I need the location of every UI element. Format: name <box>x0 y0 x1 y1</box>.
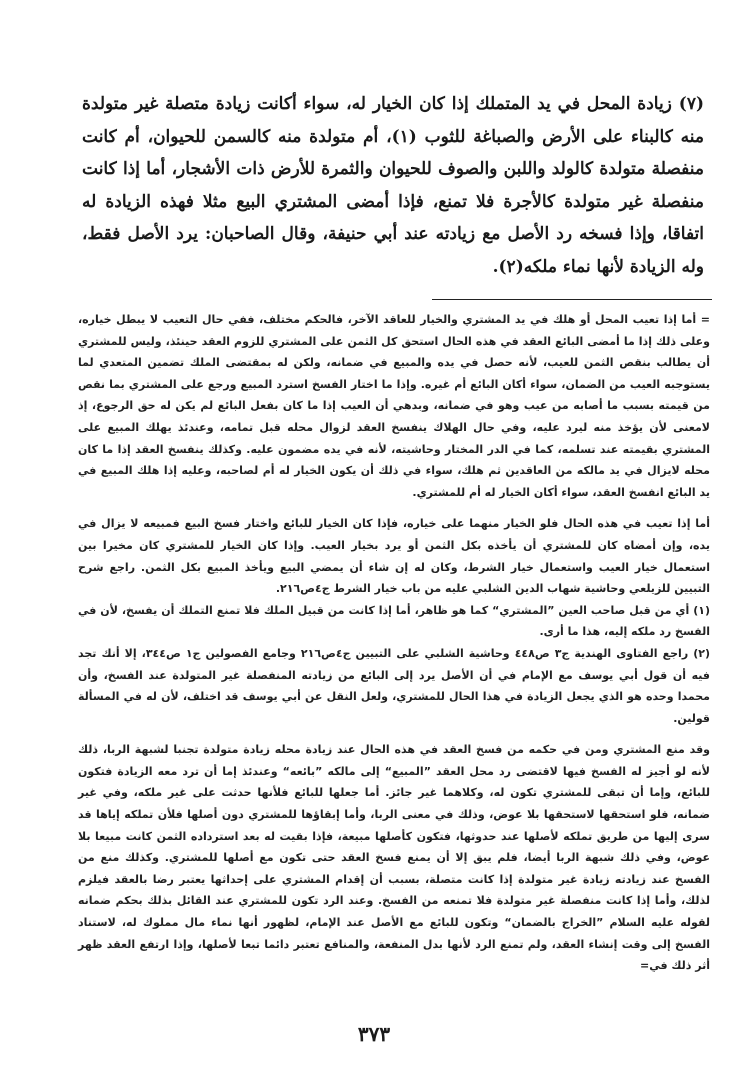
footnote-continuation-paragraph: أما إذا تعيب في هذه الحال فلو الخيار منهما على خياره، فإذا كان الخيار للبائع واختار فسخ البيع فمبيعه لا يزال في يده، وإن أمضاه كان للمشتري أن يأخذه بكل الثمن أو يرد بخيار العيب. وإذا كان الخيار للمشتري كان مخيرا بين استعمال خيار العيب واستعمال خيار الشرط، وكان له إن شاء أن يمضي البيع ويأخذ المبيع بكل الثمن. راجع شرح التبيين للزيلعي وحاشية شهاب الدين الشلبي عليه من باب خيار الشرط ج٤ص٢١٦. <box>78 517 710 596</box>
footnote-continuation: = أما إذا تعيب المحل أو هلك في يد المشتري والخيار للعاقد الآخر، فالحكم مختلف، ففي حال التعيب لا يبطل خياره، وعلى ذلك إذا ما أمضى البائع العقد في هذه الحال استحق كل الثمن على المشتري للزوم العقد حينئذ، وليس للمشتري أن يطالب بنقص الثمن للعيب، لأنه حصل في يده والمبيع في ضمانه، ولكن له بمقتضى الملك تضمين المتعدي لما يستوجبه العيب من الضمان، سواء أكان البائع أم غيره. وإذا ما اختار الفسخ استرد المبيع ورجع على المشتري بما نقص من قيمته بسبب ما أصابه من عيب وهو في ضمانه، وبدهي أن العيب إذا ما كان بفعل البائع لم يكن له حق الرجوع، إذ لامعنى لأن يؤخذ منه ليرد عليه، وفي حال الهلاك ينفسخ العقد لزوال محله قبل تمامه، وعندئذ يهلك المبيع على المشتري بقيمته عند تسلمه، كما في الدر المختار وحاشيته، لأنه في يده مضمون عليه. وكذلك ينفسخ العقد إذا ما كان محله لايزال في يد مالكه من العاقدين ثم هلك، سواء في ذلك أن يكون الخيار له أم لصاحبه، وعليه إذا هلك المبيع في يد البائع انفسخ العقد، سواء أكان الخيار له أم للمشتري. <box>78 313 710 499</box>
footnote-1: (١) أي من قبل صاحب العين ”المشتري“ كما هو ظاهر، أما إذا كانت من قبيل الملك فلا تمنع التملك أن يفسخ، لأن في الفسخ رد ملكه إليه، هذا ما أرى. <box>78 603 710 639</box>
main-paragraph: (٧) زيادة المحل في يد المتملك إذا كان الخيار له، سواء أكانت زيادة متصلة غير متولدة منه كالبناء على الأرض والصباغة للثوب (١)، أم متولدة منه كالسمن للحيوان، أم كانت منفصلة متولدة كالولد واللبن والصوف للحيوان والثمرة للأرض ذات الأشجار، أما إذا كانت منفصلة غير متولدة كالأجرة فلا تمنع، فإذا أمضى المشتري البيع مثلا فهذه الزيادة له اتفاقا، وإذا فسخه رد الأصل مع زيادته عند أبي حنيفة، وقال الصاحبان: يرد الأصل فقط، وله الزيادة لأنها نماء ملكه(٢). <box>82 94 705 277</box>
footnote-separator <box>432 299 712 300</box>
page-number: ٣٧٣ <box>357 1022 391 1046</box>
main-text-block <box>82 88 704 284</box>
footnote-2: (٢) راجع الفتاوى الهندية ج٣ ص٤٤٨ وحاشية الشلبي على التبيين ج٤ص٢١٦ وجامع الفصولين ج١ ص٣٤٤، إلا أنك تجد فيه أن قول أبي يوسف مع الإمام في أن الأصل يرد إلى البائع من زيادته المنفصلة غير المتولدة عند الفسخ، وأن محمدا وحده هو الذي يجعل الزيادة في هذا الحال للمشتري، ولعل النقل عن أبي يوسف قد اختلف، لأن له في المسألة قولين. <box>78 646 710 725</box>
footnotes-block <box>78 309 710 977</box>
footnote-2-continued: وقد منع المشتري ومن في حكمه من فسخ العقد في هذه الحال عند زيادة محله زيادة متولدة تجنبا لشبهة الربا، ذلك لأنه لو أجيز له الفسخ فيها لاقتضى رد محل العقد ”المبيع“ إلى مالكه ”بائعه“ وعندئذ إما أن ترد معه الزيادة فتكون للبائع، وإما أن تبقى للمشتري تكون له، وكلاهما غير جائز. أما جعلها للبائع فلأنها حدثت على غير ملكه، وفي غير ضمانه، فلو استحقها لاستحقها بلا عوض، وذلك في معنى الربا، وأما إبقاؤها للمشتري دون أصلها فلأن تملكه إياها قد سرى إليها من طريق تملكه لأصلها عند حدوثها، فتكون كأصلها مبيعة، فإذا بقيت له بعد استرداده الثمن كانت مبيعا بلا عوض، وفي ذلك شبهة الربا أيضا، فلم يبق إلا أن يمنع فسخ العقد حتى تكون مع أصلها للمشتري. وكذلك منع من الفسخ عند زيادته زيادة غير متولدة إذا كانت متصلة، بسبب أن إقدام المشتري على إحداثها يعتبر رضا بالعقد فيلزم لذلك، وأما إذا كانت منفصلة غير متولدة فلا تمنعه من الفسخ. وعند الرد تكون للمشتري عند القائل بذلك بحكم ضمانه لقوله عليه السلام ”الخراج بالضمان“ وتكون للبائع مع الأصل عند الإمام، لظهور أنها نماء مال مملوك له، لاستناد الفسخ إلى وقت إنشاء العقد، ولم تمنع الرد لأنها بدل المنفعة، والمنافع تعتبر دائما تبعا لأصلها، وإذا ارتفع العقد ظهر أثر ذلك في= <box>78 743 710 973</box>
